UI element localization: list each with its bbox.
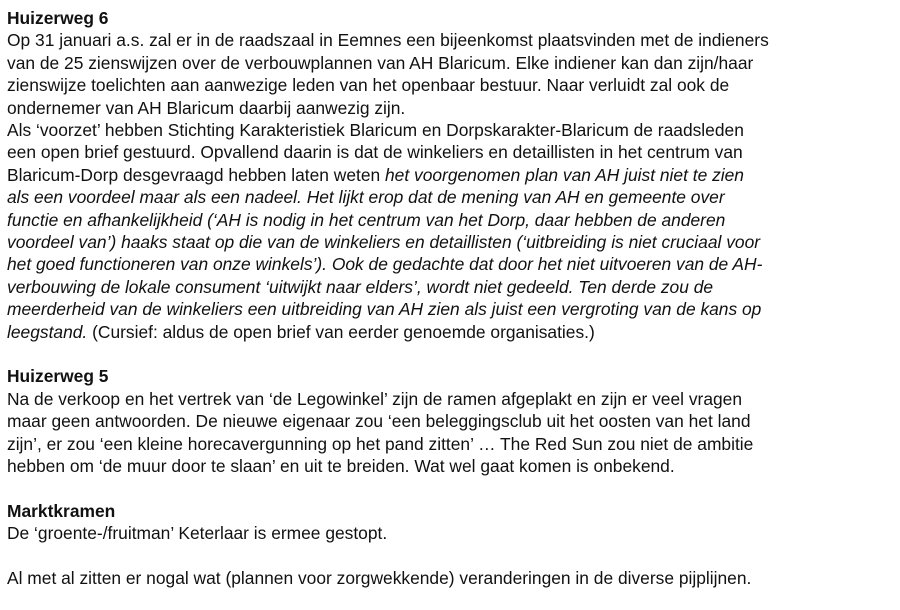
section-3 <box>7 500 893 545</box>
italic-quote-text: leegstand. <box>7 321 88 342</box>
paragraph-gap <box>7 545 893 567</box>
section-1 <box>7 7 893 343</box>
text-line <box>7 29 893 51</box>
text-line <box>7 52 893 74</box>
text-line <box>7 522 893 544</box>
text-line <box>7 455 893 477</box>
text-line <box>7 164 893 186</box>
body-text: Blaricum-Dorp desgevraagd hebben laten weten <box>7 164 385 185</box>
section-heading: Huizerweg 6 <box>7 8 109 28</box>
body-text: van de 25 zienswijzen over de verbouwplannen van AH Blaricum. Elke indiener kan dan zijn/haar <box>7 52 754 73</box>
section-heading: Marktkramen <box>7 500 116 521</box>
body-text: De ‘groente-/fruitman’ Keterlaar is ermee gestopt. <box>7 523 388 544</box>
section-2 <box>7 365 893 477</box>
text-line <box>7 186 893 208</box>
text-line <box>7 388 893 410</box>
italic-quote-text: het goed functioneren van onze winkels’). Ook de gedachte dat door het niet uitvoeren van de AH- <box>7 254 763 275</box>
italic-quote-text: het voorgenomen plan van AH juist niet te zien <box>385 164 744 185</box>
text-line <box>7 141 893 163</box>
italic-quote-text: voordeel van’) haaks staat op die van de winkeliers en detaillisten (‘uitbreiding is niet cruciaal voor <box>7 232 761 253</box>
paragraph-gap <box>7 478 893 500</box>
body-text: zijn’, er zou ‘een kleine horecavergunning op het pand zitten’ … The Red Sun zou niet de ambitie <box>7 433 754 454</box>
text-line <box>7 276 893 298</box>
text-line <box>7 433 893 455</box>
text-line <box>7 410 893 432</box>
text-line <box>7 97 893 119</box>
italic-quote-text: verbouwing de lokale consument ‘uitwijkt naar elders’, wordt niet gedeeld. Ten derde zou de <box>7 276 714 297</box>
body-text: Op 31 januari a.s. zal er in de raadszaal in Eemnes een bijeenkomst plaatsvinden met de indieners <box>7 30 769 51</box>
paragraph-gap <box>7 343 893 365</box>
italic-quote-text: functie en afhankelijkheid (‘AH is nodig in het centrum van het Dorp, daar hebben de anderen <box>7 209 726 230</box>
italic-quote-text: als een voordeel maar als een nadeel. Het lijkt erop dat de mening van AH en gemeente over <box>7 187 725 208</box>
body-text: een open brief gestuurd. Opvallend daarin is dat de winkeliers en detaillisten in het centrum van <box>7 142 743 163</box>
body-text: maar geen antwoorden. De nieuwe eigenaar zou ‘een beleggingsclub uit het oosten van het land <box>7 411 751 432</box>
text-line <box>7 74 893 96</box>
body-text: Als ‘voorzet’ hebben Stichting Karakteristiek Blaricum en Dorpskarakter-Blaricum de raadsleden <box>7 120 744 141</box>
body-text: zienswijze toelichten aan aanwezige leden van het openbaar bestuur. Naar verluidt zal ook de <box>7 75 730 96</box>
body-text: Al met al zitten er nogal wat (plannen voor zorgwekkende) veranderingen in de diverse pijplijnen. <box>7 568 752 589</box>
text-line <box>7 253 893 275</box>
text-line <box>7 298 893 320</box>
text-line <box>7 567 893 589</box>
text-line <box>7 231 893 253</box>
section-heading: Huizerweg 5 <box>7 366 109 387</box>
body-text: hebben om ‘de muur door te slaan’ en uit te breiden. Wat wel gaat komen is onbekend. <box>7 456 675 477</box>
body-text: ondernemer van AH Blaricum daarbij aanwezig zijn. <box>7 97 406 118</box>
document-body <box>7 7 893 590</box>
body-text: Na de verkoop en het vertrek van ‘de Legowinkel’ zijn de ramen afgeplakt en zijn er veel vragen <box>7 388 743 409</box>
text-line <box>7 209 893 231</box>
italic-quote-text: meerderheid van de winkeliers een uitbreiding van AH zien als juist een vergroting van de kans op <box>7 299 762 320</box>
body-text: (Cursief: aldus de open brief van eerder genoemde organisaties.) <box>87 321 595 342</box>
section-4 <box>7 567 893 589</box>
text-line <box>7 321 893 343</box>
text-line <box>7 119 893 141</box>
